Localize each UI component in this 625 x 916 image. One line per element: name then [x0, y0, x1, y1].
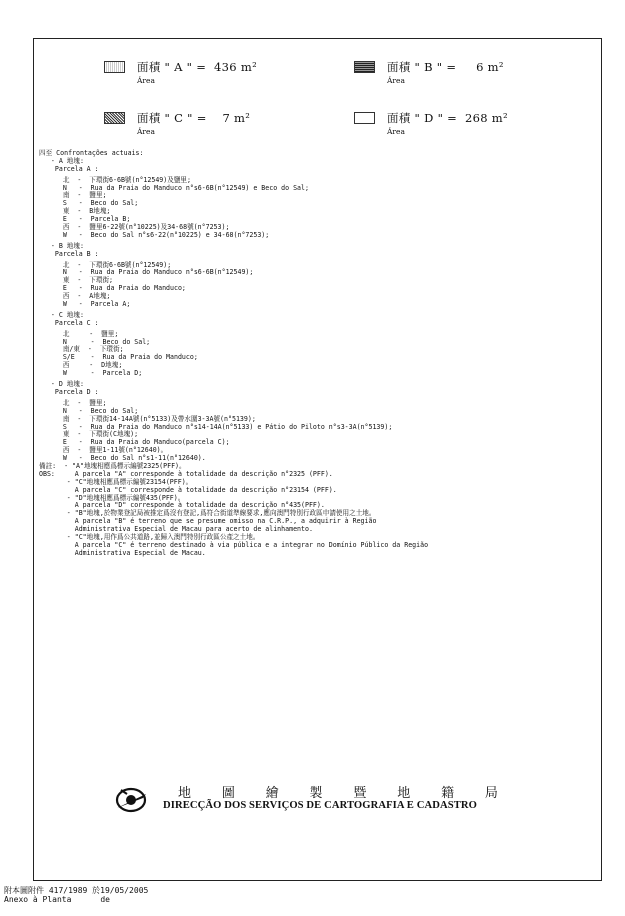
text-line: 西 - 鹽里6-22號(n°10225)及34-68號(n°7253);: [39, 223, 230, 232]
text-line: 南 - 下環街14-14A號(n°5133)及帶水圍3-3A號(n°5139);: [39, 414, 256, 423]
org-char: 局: [484, 786, 498, 801]
text-line: 南 - 鹽里;: [39, 191, 107, 200]
text-line: Administrativa Especial de Macau para acerto de alinhamento.: [39, 525, 313, 534]
text-line: W - Parcela D;: [39, 369, 143, 378]
text-line: - "C"地塊相應爲標示編號23154(PFF)。: [39, 477, 193, 486]
text-line: N - Rua da Praia do Manduco n°s6-6B(n°12549);: [39, 268, 254, 277]
text-line: 四至 Confrontações actuais:: [39, 149, 144, 157]
text-line: - C 地塊:: [39, 310, 84, 319]
text-line: Parcela D :: [39, 387, 99, 396]
area-a-legend: [104, 59, 257, 85]
area-c-value: 面積 " C " = 7 m²: [137, 111, 251, 125]
org-char: 暨: [353, 786, 367, 801]
text-line: E - Rua da Praia do Manduco;: [39, 284, 186, 293]
area-d-legend: [354, 110, 508, 136]
text-line: Parcela A :: [39, 164, 99, 173]
area-b-swatch: [354, 61, 375, 73]
text-line: Parcela C :: [39, 318, 99, 327]
text-line: E - Parcela B;: [39, 215, 131, 224]
text-line: 南/東 - 下環街;: [39, 345, 124, 354]
text-line: 備註: - "A"地塊相應爲標示編號2325(PFF)。: [39, 461, 186, 470]
text-line: - "D"地塊相應爲標示編號435(PFF)。: [39, 493, 185, 502]
organization-name-chinese: [178, 782, 498, 801]
text-line: 北 - 下環街6-6B號(n°12549)及鹽里;: [39, 175, 191, 184]
text-line: - "B"地塊,於物業登記局被推定爲沒有登記,爲符合街道準線要求,應向澳門特別行政區申請使用之土地。: [39, 509, 376, 518]
text-line: 東 - 下環街;: [39, 276, 114, 285]
text-line: OBS: A parcela "A" corresponde à totalidade da descrição n°2325 (PFF).: [39, 469, 333, 478]
area-b-value: 面積 " B " = 6 m²: [387, 60, 504, 74]
org-char: 地: [397, 786, 411, 801]
area-c-label: Área: [137, 127, 155, 136]
text-line: W - Beco do Sal n°s6-22(n°10225) e 34-68(n°7253);: [39, 230, 270, 239]
text-line: 北 - 鹽里;: [39, 329, 119, 338]
text-line: A parcela "C" é terreno destinado à via pública e a integrar no Domínio Público da Região: [39, 540, 429, 549]
text-line: W - Parcela A;: [39, 300, 131, 309]
text-line: 北 - 下環街6-6B號(n°12549);: [39, 260, 172, 269]
text-line: Administrativa Especial de Macau.: [39, 548, 206, 557]
area-a-label: Área: [137, 76, 155, 85]
organization-name-portuguese: DIRECÇÃO DOS SERVIÇOS DE CARTOGRAFIA E CADASTRO: [163, 800, 477, 811]
text-line: A parcela "C" corresponde à totalidade da descrição n°23154 (PFF).: [39, 485, 337, 494]
text-line: A parcela "D" corresponde à totalidade da descrição n°435(PFF).: [39, 501, 325, 510]
text-line: 東 - B地塊;: [39, 207, 111, 216]
footer-line-2: Anexo à Planta de: [4, 895, 110, 904]
text-line: - B 地塊:: [39, 241, 84, 250]
area-b-label: Área: [387, 76, 405, 85]
text-line: N - Beco do Sal;: [39, 406, 139, 415]
text-line: S - Rua da Praia do Manduco n°s14-14A(n°5133) e Pátio do Piloto n°s3-3A(n°5139);: [39, 422, 393, 431]
area-d-label: Área: [387, 127, 405, 136]
org-char: 圖: [221, 786, 235, 801]
text-line: 東 - 下環街(C地塊);: [39, 430, 139, 439]
text-line: 西 - A地塊;: [39, 292, 111, 301]
cadastre-logo-icon: [113, 784, 153, 814]
text-line: Parcela B :: [39, 249, 99, 258]
org-char: 繪: [265, 786, 279, 801]
footer-line-1: 附本圖附件 417/1989 於19/05/2005: [4, 886, 149, 895]
footer-annex-note: [4, 886, 148, 904]
text-line: W - Beco do Sal n°s1-11(n°12640).: [39, 454, 206, 463]
text-line: N - Beco do Sal;: [39, 337, 151, 346]
area-b-legend: [354, 59, 504, 85]
text-line: - D 地塊:: [39, 380, 84, 389]
area-a-value: 面積 " A " = 436 m²: [137, 60, 257, 74]
area-a-swatch: [104, 61, 125, 73]
area-c-swatch: [104, 112, 125, 124]
text-line: 北 - 鹽里;: [39, 398, 107, 407]
text-line: - A 地塊:: [39, 156, 84, 165]
area-c-legend: [104, 110, 250, 136]
text-line: S - Beco do Sal;: [39, 199, 139, 208]
area-d-value: 面積 " D " = 268 m²: [387, 111, 508, 125]
text-line: - "C"地塊,用作爲公共道路,並歸入澳門特別行政區公產之土地。: [39, 532, 260, 541]
text-line: 西 - D地塊;: [39, 361, 123, 370]
text-line: A parcela "B" é terreno que se presume omisso na C.R.P., a adquirir à Região: [39, 517, 377, 526]
org-char: 籍: [441, 786, 455, 801]
text-line: E - Rua da Praia do Manduco(parcela C);: [39, 438, 230, 447]
confrontations-text: [39, 150, 599, 558]
org-char: 製: [309, 786, 323, 801]
org-char: 地: [178, 786, 192, 801]
text-line: S/E - Rua da Praia do Manduco;: [39, 353, 198, 362]
text-line: N - Rua da Praia do Manduco n°s6-6B(n°12549) e Beco do Sal;: [39, 183, 309, 192]
area-d-swatch: [354, 112, 375, 124]
text-line: 西 - 鹽里1-11號(n°12640)。: [39, 446, 168, 455]
